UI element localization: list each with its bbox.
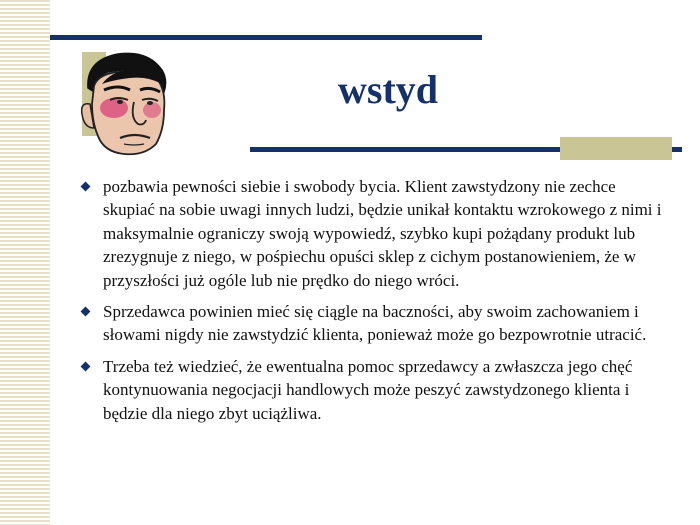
diamond-bullet-icon bbox=[81, 307, 91, 317]
bullet-item bbox=[80, 175, 670, 292]
bullet-item bbox=[80, 300, 670, 347]
slide-title: wstyd bbox=[337, 67, 439, 112]
striped-margin bbox=[0, 0, 50, 525]
accent-block-right bbox=[560, 137, 672, 160]
embarrassed-face-icon bbox=[78, 48, 174, 158]
bullet-text: Trzeba też wiedzieć, że ewentualna pomoc sprzedawcy a zwłaszcza jego chęć kontynuowania negocjacji handlowych może peszyć zawstydzonego klienta i będzie dla niego zbyt uciążliwa. bbox=[103, 356, 633, 423]
top-rule bbox=[50, 35, 482, 40]
diamond-bullet-icon bbox=[81, 182, 91, 192]
bullet-text: pozbawia pewności siebie i swobody bycia. Klient zawstydzony nie zechce skupiać na sobie uwagi innych ludzi, będzie unikał kontaktu wzrokowego z nimi i maksymalnie ograniczy swoją wypowiedź, szybko kupi pożądany produkt lub zrezygnuje z niego, w pośpiechu opuści sklep z cichym postanowieniem, że w przyszłości już ogóle lub nie prędko do niego wróci. bbox=[103, 177, 662, 290]
diamond-bullet-icon bbox=[81, 361, 91, 371]
bullet-item bbox=[80, 355, 670, 425]
bullet-list bbox=[80, 175, 670, 433]
bullet-text: Sprzedawca powinien mieć się ciągle na baczności, aby swoim zachowaniem i słowami nigdy nie zawstydzić klienta, ponieważ może go bezpowrotnie utracić. bbox=[103, 302, 647, 345]
